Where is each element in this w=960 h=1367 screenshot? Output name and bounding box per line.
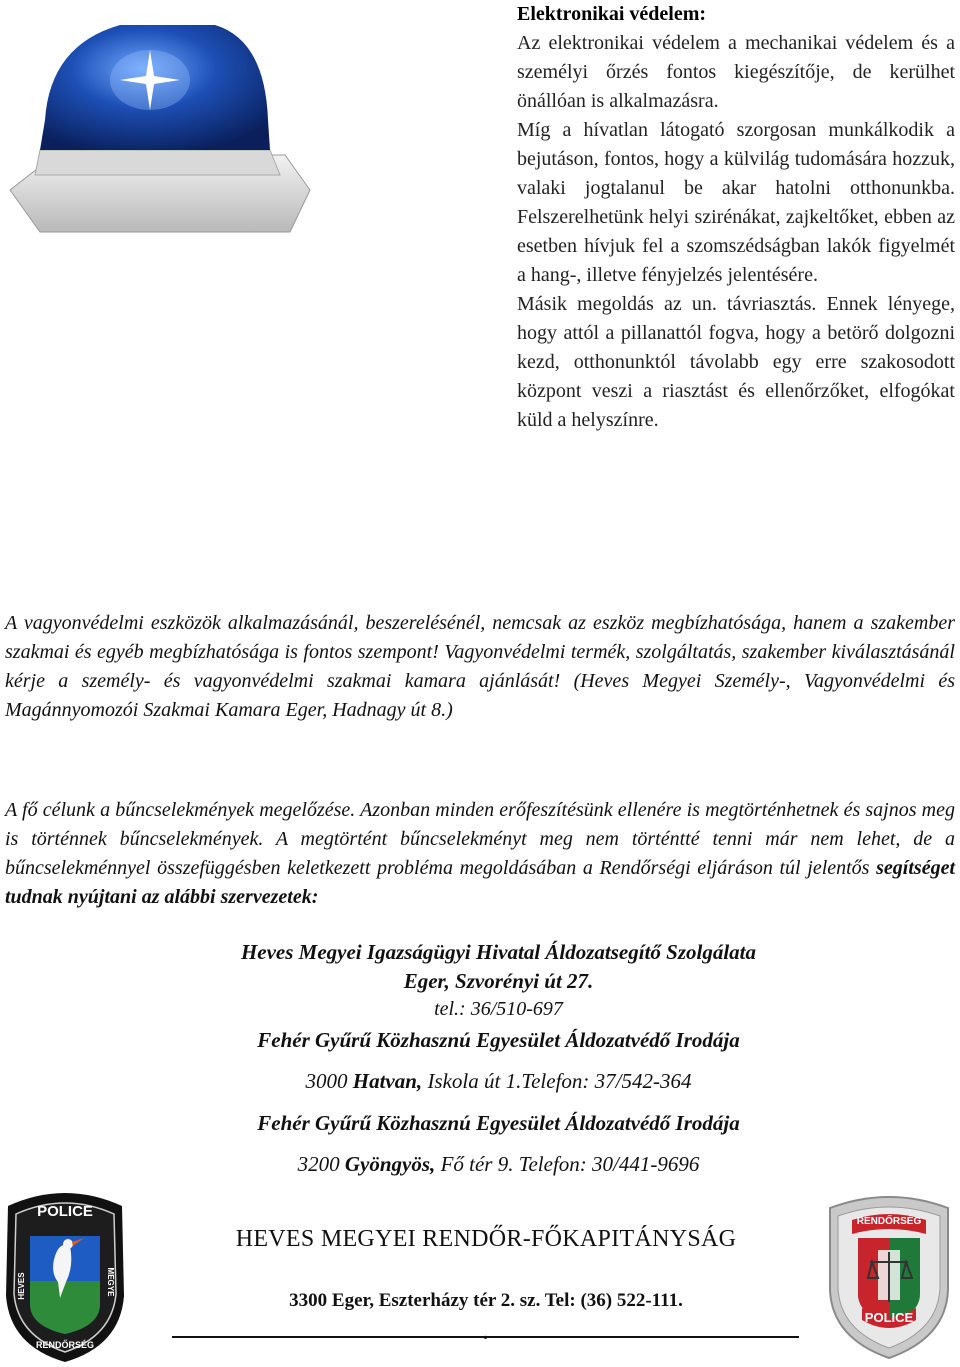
aim-emphasis: segítséget tudnak nyújtani az alábbi szervezetek: [5,857,956,908]
gyongyos-zip: 3200 [297,1152,340,1176]
badge-right-top: RENDŐRSÉG [856,1216,922,1227]
gyongyos-city: Gyöngyös, [344,1152,436,1176]
office-phone: tel.: 36/510-697 [434,998,563,1020]
office-name: Heves Megyei Igazságügyi Hivatal Áldozatsegítő Szolgálata [240,940,757,964]
badge-right-bottom: POLICE [864,1310,914,1325]
hq-address: 3300 Eger, Eszterházy tér 2. sz. Tel: (36) 522-111. [289,1290,683,1311]
hatvan-rest: Iskola út 1.Telefon: 37/542-364 [427,1069,692,1093]
badge-left-side-left: HEVES [17,1272,26,1300]
electronic-protection-section [517,0,955,435]
advice-paragraph: A vagyonvédelmi eszközök alkalmazásánál, beszerelésénél, nemcsak az eszköz megbízhatósága, hanem a szakember szakmai és egyéb megbízhatósága is fontos szempont! Vagyonvédelmi termék, szolgáltatás, szakember kiválasztásánál kérje a személy- és vagyonvédelmi szakmai kamara ajánlását! (Heves Megyei Személy-, Vagyonvédelmi és Magánnyomozói Szakmai Kamara Eger, Hadnagy út 8.) [5,612,955,721]
siren-light-icon [0,0,320,240]
electronic-paragraph-2: Míg a hívatlan látogató szorgosan munkálkodik a bejutáson, fontos, hogy a külvilág tudomására hozzuk, valaki jogtalanul be akar hatolni otthonunkba. Felszerelhetünk helyi szirénákat, zajkeltőket, ebben az esetben hívjuk fel a szomszédságban lakók figyelmét a hang-, illetve fényjelzés jelentésére. [517,119,955,286]
police-shield-badge-icon [822,1190,956,1360]
hatvan-zip: 3000 [305,1069,348,1093]
section-title: Elektronikai védelem: [517,3,707,25]
gyongyos-address [0,1152,960,1177]
gyongyos-rest: Fő tér 9. Telefon: 30/441-9696 [440,1152,700,1176]
heves-police-patch-icon [0,1186,130,1364]
office-address: Eger, Szvorényi út 27. [403,969,594,993]
electronic-paragraph-3: Másik megoldás az un. távriasztás. Ennek lényege, hogy attól a pillanattól fogva, hogy a betörő dolgozni kezd, otthonunktól távolabb egy erre szakosodott központ veszi a riasztást és ellenőrzőket, elfogókat küld a helyszínre. [517,293,955,431]
aim-section [5,796,955,912]
hatvan-city: Hatvan, [352,1069,423,1093]
hatvan-org-name: Fehér Gyűrű Közhasznú Egyesület Áldozatvédő Irodája [257,1028,740,1052]
electronic-paragraph-1: Az elektronikai védelem a mechanikai védelem és a személyi őrzés fontos kiegészítője, de kerülhet önállóan is alkalmazásra. [517,32,955,112]
badge-left-top: POLICE [37,1203,93,1220]
hatvan-address [0,1069,960,1094]
bottom-rule [172,1336,799,1338]
badge-left-bottom: RENDŐRSÉG [35,1340,95,1350]
aim-text: A fő célunk a bűncselekmények megelőzése. Azonban minden erőfeszítésünk ellenére is megtörténhetnek és sajnos meg is történnek bűncselekmények. A megtörtént bűncselekményt meg nem történtté tenni már nem lehet, de a bűncselekménnyel összefüggésben keletkezett probléma megoldásában a Rendőrségi eljáráson túl jelentős [5,799,955,879]
gyongyos-org-name: Fehér Gyűrű Közhasznú Egyesület Áldozatvédő Irodája [257,1111,740,1135]
advice-section [5,609,955,725]
hq-title: HEVES MEGYEI RENDŐR-FŐKAPITÁNYSÁG [235,1226,737,1252]
badge-left-side-right: MEGYE [106,1267,115,1297]
aim-paragraph [5,796,955,912]
trailing-dot: . [483,1322,488,1344]
